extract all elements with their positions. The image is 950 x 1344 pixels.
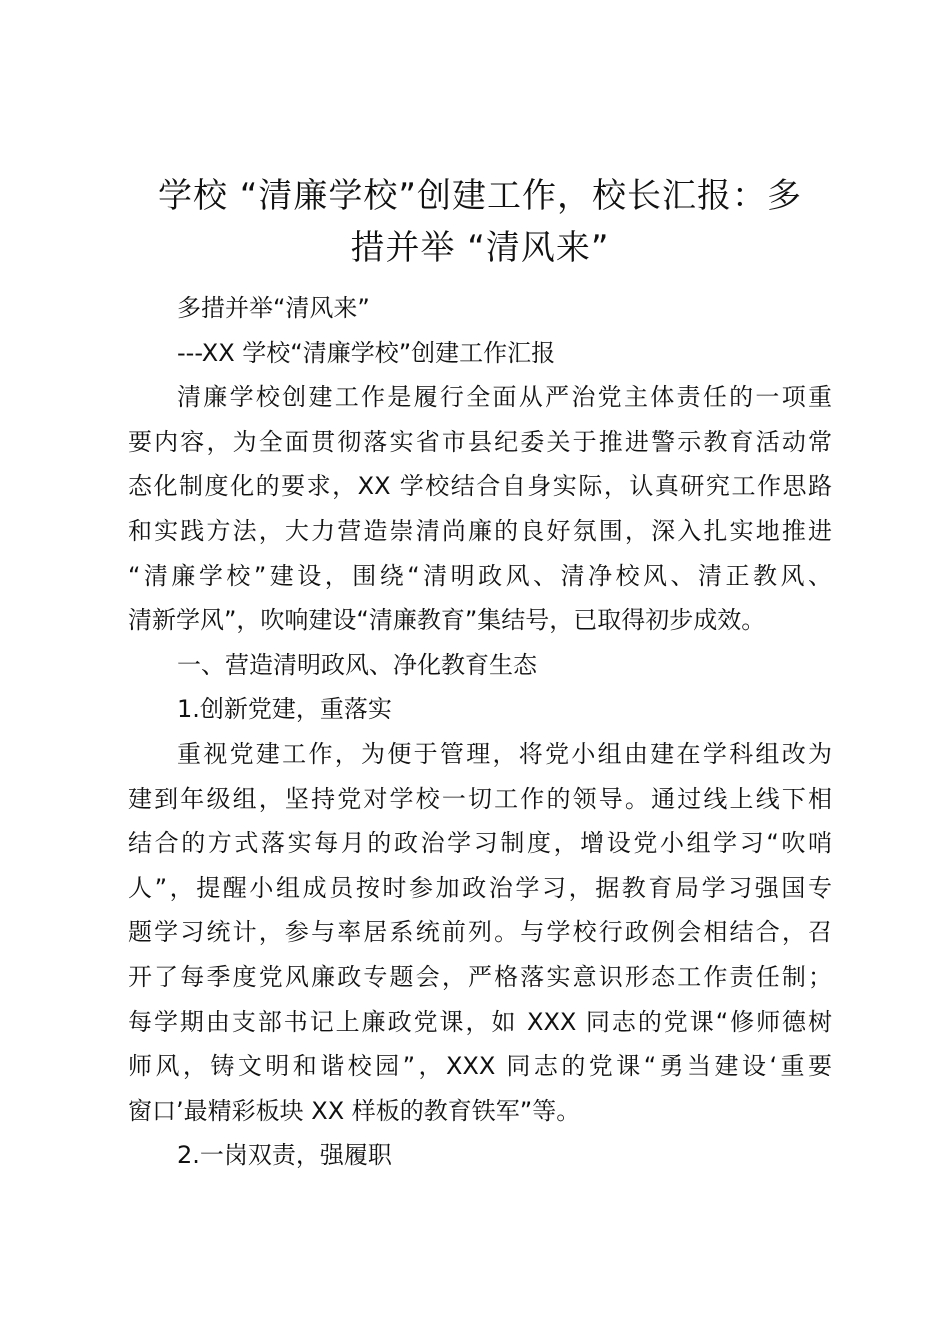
document-title (118, 170, 842, 274)
subtitle: 多措并举“清风来” (177, 294, 370, 322)
paragraph-line: “清廉学校”建设，围绕“清明政风、清净校风、清正教风、 (128, 561, 832, 590)
paragraph-line: 要内容，为全面贯彻落实省市县纪委关于推进警示教育活动常 (128, 427, 832, 456)
title-line-2: 措并举 “清风来” (350, 228, 610, 268)
item1-paragraph (128, 732, 832, 1133)
paragraph-line: 态化制度化的要求，XX 学校结合自身实际，认真研究工作思路 (128, 472, 832, 501)
title-line-1: 学校 “清廉学校”创建工作，校长汇报：多 (157, 176, 803, 216)
paragraph-line: 重视党建工作，为便于管理，将党小组由建在学科组改为 (177, 739, 832, 768)
document-page (128, 170, 832, 1178)
subtitle-report: ---XX 学校“清廉学校”创建工作汇报 (177, 338, 556, 367)
paragraph-line: 结合的方式落实每月的政治学习制度，增设党小组学习“吹哨 (128, 829, 832, 858)
paragraph-line: 每学期由支部书记上廉政党课，如 XXX 同志的党课“修师德树 (128, 1007, 832, 1036)
paragraph-line: 清廉学校创建工作是履行全面从严治党主体责任的一项重 (177, 383, 832, 412)
paragraph-line: 建到年级组，坚持党对学校一切工作的领导。通过线上线下相 (128, 784, 832, 813)
section-heading: 一、营造清明政风、净化教育生态 (177, 650, 537, 679)
paragraph-line: 师风，铸文明和谐校园”，XXX 同志的党课“勇当建设‘重要 (128, 1052, 832, 1081)
paragraph-line: 题学习统计，参与率居系统前列。与学校行政例会相结合，召 (128, 918, 832, 947)
paragraph-line: 窗口’最精彩板块 XX 样板的教育铁军”等。 (128, 1096, 581, 1125)
paragraph-line: 和实践方法，大力营造崇清尚廉的良好氛围，深入扎实地推进 (128, 516, 832, 545)
intro-paragraph (128, 375, 832, 643)
item-heading: 2.一岗双责，强履职 (177, 1141, 392, 1170)
paragraph-line: 人”，提醒小组成员按时参加政治学习，据教育局学习强国专 (128, 873, 832, 902)
paragraph-line: 开了每季度党风廉政专题会，严格落实意识形态工作责任制； (128, 962, 832, 991)
item-heading: 1.创新党建，重落实 (177, 695, 392, 724)
paragraph-line: 清新学风”，吹响建设“清廉教育”集结号，已取得初步成效。 (128, 606, 766, 635)
